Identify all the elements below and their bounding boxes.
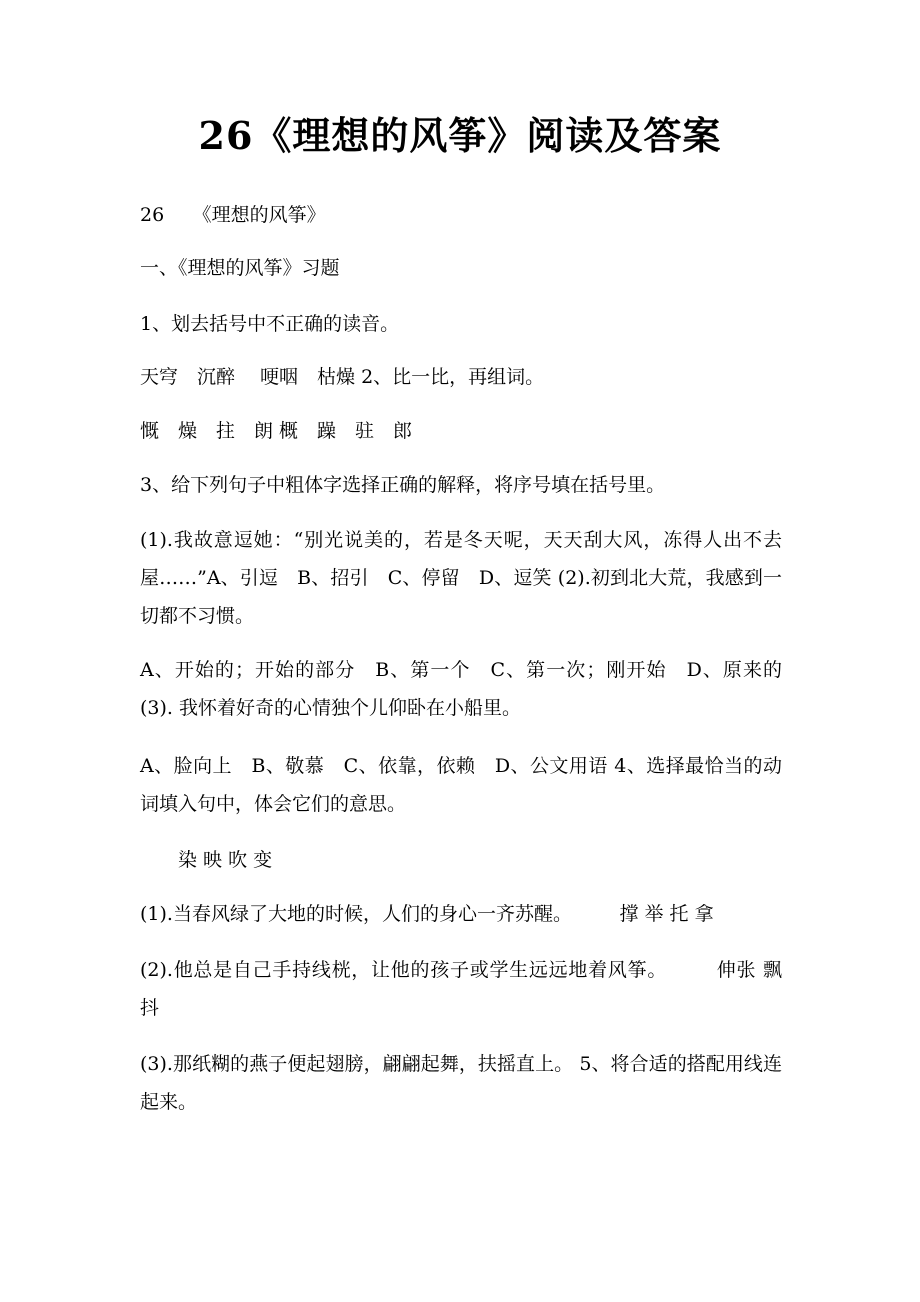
question-4-verb-options-1: 染 映 吹 变 <box>140 849 273 871</box>
question-1-words-and-question-2: 天穹 沉醉 哽咽 枯燥 2、比一比，再组词。 <box>140 366 545 388</box>
question-4-item-1: (1).当春风绿了大地的时候，人们的身心一齐苏醒。 撑 举 托 拿 <box>140 903 714 925</box>
lesson-heading: 26 《理想的风筝》 <box>140 204 326 226</box>
question-4-item-3-and-question-5: (3).那纸糊的燕子便起翅膀，翩翩起舞，扶摇直上。 5、将合适的搭配用线连起来。 <box>140 1053 782 1113</box>
question-1: 1、划去括号中不正确的读音。 <box>140 313 400 335</box>
question-4-item-2: (2).他总是自己手持线桄，让他的孩子或学生远远地着风筝。 伸张 飘 抖 <box>140 959 789 1019</box>
question-3-item-3-options: A、脸向上 B、敬慕 C、依靠，依赖 D、公文用语 4、选择最恰当的动词填入句中，体会它们的意思。 <box>140 755 782 815</box>
question-3: 3、给下列句子中粗体字选择正确的解释，将序号填在括号里。 <box>140 474 666 496</box>
document-title: 26《理想的风筝》阅读及答案 <box>198 113 722 158</box>
question-3-item-1: (1).我故意逗她：“别光说美的，若是冬天呢，天天刮大风，冻得人出不去屋……”A、引逗 B、招引 C、停留 D、逗笑 (2).初到北大荒，我感到一切都不习惯。 <box>140 529 782 627</box>
question-2-characters: 慨 燥 拄 朗 概 躁 驻 郎 <box>140 420 413 442</box>
question-3-item-2-options: A、开始的；开始的部分 B、第一个 C、第一次；刚开始 D、原来的 (3). 我怀着好奇的心情独个儿仰卧在小船里。 <box>140 659 789 719</box>
exercise-heading: 一、《理想的风筝》习题 <box>140 257 340 279</box>
